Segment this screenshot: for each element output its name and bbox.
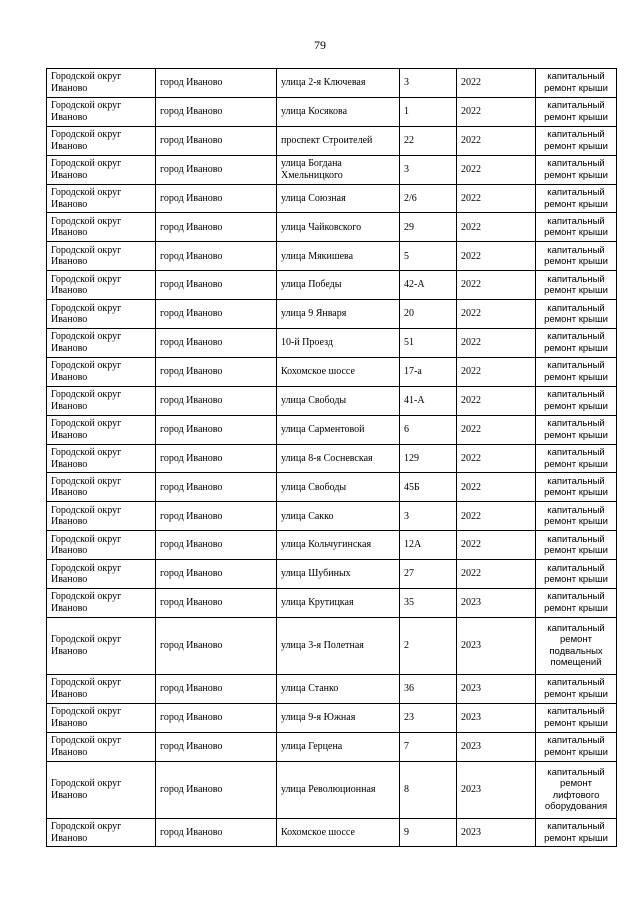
house-number-cell: 51 [400, 329, 457, 358]
year-cell: 2022 [457, 357, 536, 386]
year-cell: 2022 [457, 97, 536, 126]
street-cell: улица Свободы [277, 473, 400, 502]
work-type-cell: капитальный ремонт крыши [536, 674, 617, 703]
settlement-cell: город Иваново [156, 703, 277, 732]
municipality-cell: Городской округ Иваново [47, 531, 156, 560]
street-cell: улица Победы [277, 271, 400, 300]
house-number-cell: 129 [400, 444, 457, 473]
municipality-cell: Городской округ Иваново [47, 184, 156, 213]
work-type-cell: капитальный ремонт крыши [536, 502, 617, 531]
municipality-cell: Городской округ Иваново [47, 271, 156, 300]
municipality-cell: Городской округ Иваново [47, 703, 156, 732]
municipality-cell: Городской округ Иваново [47, 69, 156, 98]
settlement-cell: город Иваново [156, 97, 277, 126]
street-cell: улица Герцена [277, 732, 400, 761]
settlement-cell: город Иваново [156, 155, 277, 184]
street-cell: улица 8-я Сосневская [277, 444, 400, 473]
house-number-cell: 42-А [400, 271, 457, 300]
municipality-cell: Городской округ Иваново [47, 126, 156, 155]
street-cell: улица Сарментовой [277, 415, 400, 444]
house-number-cell: 20 [400, 300, 457, 329]
municipality-cell: Городской округ Иваново [47, 97, 156, 126]
street-cell: улица Мякишева [277, 242, 400, 271]
municipality-cell: Городской округ Иваново [47, 444, 156, 473]
municipality-cell: Городской округ Иваново [47, 386, 156, 415]
settlement-cell: город Иваново [156, 329, 277, 358]
table-row [47, 761, 617, 818]
house-number-cell: 3 [400, 69, 457, 98]
street-cell: улица Свободы [277, 386, 400, 415]
house-number-cell: 6 [400, 415, 457, 444]
year-cell: 2022 [457, 300, 536, 329]
house-number-cell: 8 [400, 761, 457, 818]
street-cell: улица Станко [277, 674, 400, 703]
year-cell: 2023 [457, 674, 536, 703]
work-type-cell: капитальный ремонт крыши [536, 386, 617, 415]
street-cell: Кохомское шоссе [277, 357, 400, 386]
table-row [47, 444, 617, 473]
settlement-cell: город Иваново [156, 386, 277, 415]
work-type-cell: капитальный ремонт крыши [536, 589, 617, 618]
year-cell: 2022 [457, 155, 536, 184]
year-cell: 2022 [457, 415, 536, 444]
year-cell: 2022 [457, 531, 536, 560]
settlement-cell: город Иваново [156, 761, 277, 818]
work-type-cell: капитальный ремонт крыши [536, 732, 617, 761]
work-type-cell: капитальный ремонт крыши [536, 444, 617, 473]
work-type-cell: капитальный ремонт крыши [536, 155, 617, 184]
settlement-cell: город Иваново [156, 732, 277, 761]
settlement-cell: город Иваново [156, 213, 277, 242]
street-cell: улица Крутицкая [277, 589, 400, 618]
municipality-cell: Городской округ Иваново [47, 415, 156, 444]
table-row [47, 271, 617, 300]
work-type-cell: капитальный ремонт крыши [536, 703, 617, 732]
street-cell: Кохомское шоссе [277, 818, 400, 847]
street-cell: улица 2-я Ключевая [277, 69, 400, 98]
table-row [47, 415, 617, 444]
house-number-cell: 1 [400, 97, 457, 126]
work-type-cell: капитальный ремонт лифтового оборудования [536, 761, 617, 818]
settlement-cell: город Иваново [156, 242, 277, 271]
settlement-cell: город Иваново [156, 674, 277, 703]
year-cell: 2023 [457, 761, 536, 818]
municipality-cell: Городской округ Иваново [47, 242, 156, 271]
municipality-cell: Городской округ Иваново [47, 329, 156, 358]
house-number-cell: 7 [400, 732, 457, 761]
house-number-cell: 45Б [400, 473, 457, 502]
year-cell: 2022 [457, 473, 536, 502]
street-cell: улица Сакко [277, 502, 400, 531]
work-type-cell: капитальный ремонт крыши [536, 184, 617, 213]
work-type-cell: капитальный ремонт крыши [536, 415, 617, 444]
table-row [47, 69, 617, 98]
table-row [47, 617, 617, 674]
year-cell: 2022 [457, 386, 536, 415]
table-row [47, 502, 617, 531]
table-row [47, 242, 617, 271]
table-body [47, 69, 617, 847]
work-type-cell: капитальный ремонт крыши [536, 357, 617, 386]
municipality-cell: Городской округ Иваново [47, 300, 156, 329]
house-number-cell: 9 [400, 818, 457, 847]
street-cell: улица 9-я Южная [277, 703, 400, 732]
work-type-cell: капитальный ремонт крыши [536, 818, 617, 847]
work-type-cell: капитальный ремонт крыши [536, 69, 617, 98]
year-cell: 2022 [457, 126, 536, 155]
year-cell: 2022 [457, 69, 536, 98]
table-row [47, 184, 617, 213]
street-cell: улица Шубиных [277, 560, 400, 589]
work-type-cell: капитальный ремонт крыши [536, 242, 617, 271]
year-cell: 2022 [457, 444, 536, 473]
municipality-cell: Городской округ Иваново [47, 589, 156, 618]
work-type-cell: капитальный ремонт крыши [536, 126, 617, 155]
house-number-cell: 29 [400, 213, 457, 242]
settlement-cell: город Иваново [156, 502, 277, 531]
year-cell: 2023 [457, 732, 536, 761]
house-number-cell: 5 [400, 242, 457, 271]
year-cell: 2022 [457, 213, 536, 242]
table-row [47, 329, 617, 358]
table-row [47, 126, 617, 155]
work-type-cell: капитальный ремонт крыши [536, 560, 617, 589]
table-row [47, 818, 617, 847]
table-row [47, 473, 617, 502]
table-row [47, 300, 617, 329]
municipality-cell: Городской округ Иваново [47, 818, 156, 847]
house-number-cell: 23 [400, 703, 457, 732]
house-number-cell: 35 [400, 589, 457, 618]
house-number-cell: 27 [400, 560, 457, 589]
street-cell: улица Кольчугинская [277, 531, 400, 560]
municipality-cell: Городской округ Иваново [47, 502, 156, 531]
table-row [47, 386, 617, 415]
table-row [47, 703, 617, 732]
table-row [47, 357, 617, 386]
settlement-cell: город Иваново [156, 357, 277, 386]
work-type-cell: капитальный ремонт крыши [536, 473, 617, 502]
street-cell: 10-й Проезд [277, 329, 400, 358]
street-cell: улица Союзная [277, 184, 400, 213]
table-row [47, 674, 617, 703]
municipality-cell: Городской округ Иваново [47, 473, 156, 502]
table-row [47, 589, 617, 618]
municipality-cell: Городской округ Иваново [47, 617, 156, 674]
house-number-cell: 17-а [400, 357, 457, 386]
house-number-cell: 2/6 [400, 184, 457, 213]
repair-register-table [46, 68, 617, 847]
municipality-cell: Городской округ Иваново [47, 761, 156, 818]
house-number-cell: 41-А [400, 386, 457, 415]
year-cell: 2022 [457, 502, 536, 531]
municipality-cell: Городской округ Иваново [47, 560, 156, 589]
work-type-cell: капитальный ремонт подвальных помещений [536, 617, 617, 674]
municipality-cell: Городской округ Иваново [47, 674, 156, 703]
settlement-cell: город Иваново [156, 589, 277, 618]
settlement-cell: город Иваново [156, 473, 277, 502]
table-row [47, 155, 617, 184]
street-cell: улица 3-я Полетная [277, 617, 400, 674]
year-cell: 2023 [457, 703, 536, 732]
municipality-cell: Городской округ Иваново [47, 732, 156, 761]
year-cell: 2023 [457, 617, 536, 674]
settlement-cell: город Иваново [156, 444, 277, 473]
settlement-cell: город Иваново [156, 531, 277, 560]
settlement-cell: город Иваново [156, 69, 277, 98]
settlement-cell: город Иваново [156, 300, 277, 329]
year-cell: 2022 [457, 184, 536, 213]
street-cell: проспект Строителей [277, 126, 400, 155]
table-row [47, 732, 617, 761]
street-cell: улица Революционная [277, 761, 400, 818]
work-type-cell: капитальный ремонт крыши [536, 329, 617, 358]
street-cell: улица Богдана Хмельницкого [277, 155, 400, 184]
house-number-cell: 3 [400, 502, 457, 531]
work-type-cell: капитальный ремонт крыши [536, 97, 617, 126]
year-cell: 2022 [457, 560, 536, 589]
settlement-cell: город Иваново [156, 617, 277, 674]
table-row [47, 531, 617, 560]
settlement-cell: город Иваново [156, 415, 277, 444]
work-type-cell: капитальный ремонт крыши [536, 213, 617, 242]
year-cell: 2023 [457, 818, 536, 847]
street-cell: улица Чайковского [277, 213, 400, 242]
year-cell: 2022 [457, 329, 536, 358]
house-number-cell: 22 [400, 126, 457, 155]
work-type-cell: капитальный ремонт крыши [536, 271, 617, 300]
municipality-cell: Городской округ Иваново [47, 155, 156, 184]
municipality-cell: Городской округ Иваново [47, 213, 156, 242]
house-number-cell: 3 [400, 155, 457, 184]
year-cell: 2022 [457, 242, 536, 271]
settlement-cell: город Иваново [156, 271, 277, 300]
table-row [47, 97, 617, 126]
settlement-cell: город Иваново [156, 818, 277, 847]
settlement-cell: город Иваново [156, 126, 277, 155]
work-type-cell: капитальный ремонт крыши [536, 531, 617, 560]
work-type-cell: капитальный ремонт крыши [536, 300, 617, 329]
settlement-cell: город Иваново [156, 560, 277, 589]
house-number-cell: 2 [400, 617, 457, 674]
year-cell: 2022 [457, 271, 536, 300]
house-number-cell: 12А [400, 531, 457, 560]
page-number: 79 [314, 38, 326, 52]
settlement-cell: город Иваново [156, 184, 277, 213]
year-cell: 2023 [457, 589, 536, 618]
municipality-cell: Городской округ Иваново [47, 357, 156, 386]
street-cell: улица 9 Января [277, 300, 400, 329]
house-number-cell: 36 [400, 674, 457, 703]
table-row [47, 560, 617, 589]
street-cell: улица Косякова [277, 97, 400, 126]
table-row [47, 213, 617, 242]
